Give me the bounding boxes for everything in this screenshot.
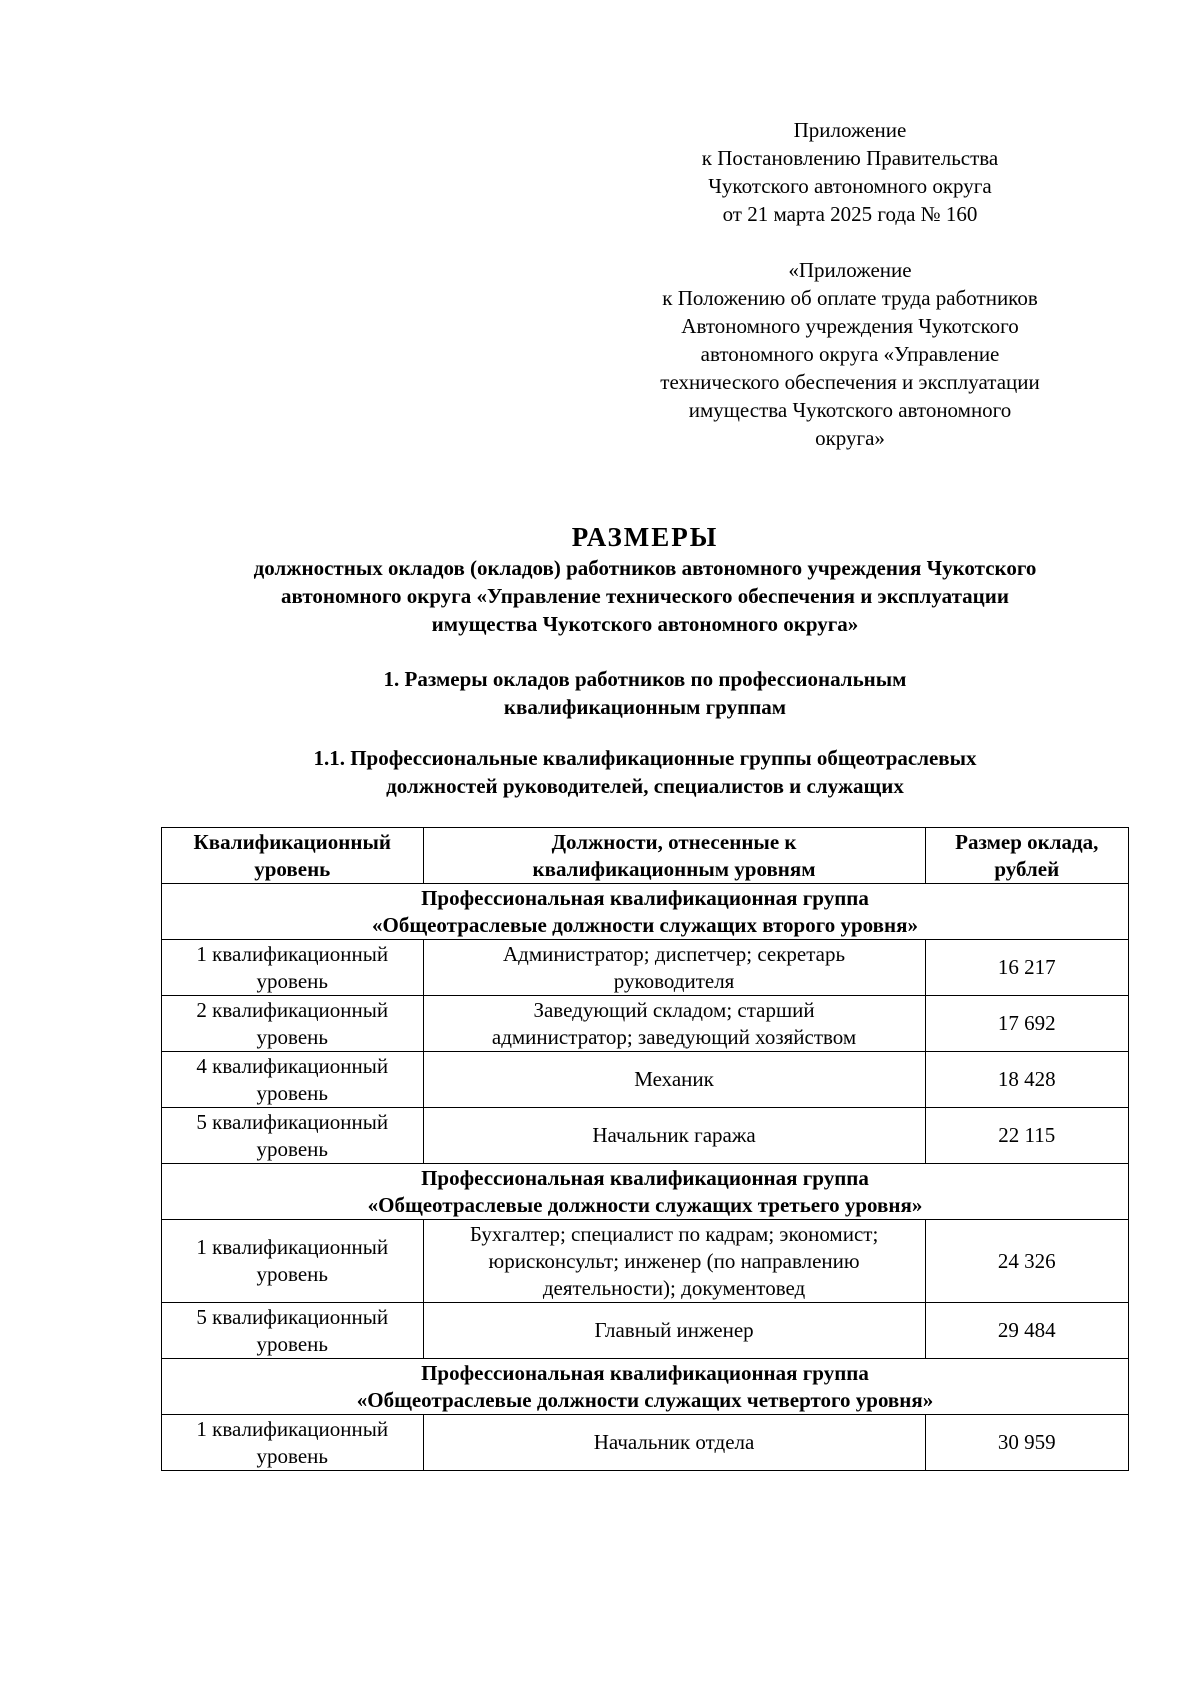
group-title: Профессиональная квалификационная группа «Общеотраслевые должности служащих третьего уровня»	[162, 1164, 1129, 1220]
document-subtitle-line: автономного округа «Управление технического обеспечения и эксплуатации	[281, 584, 1009, 608]
level-cell: 1 квалификационный уровень	[162, 1220, 424, 1303]
positions-cell: Заведующий складом; старший администратор; заведующий хозяйством	[423, 996, 925, 1052]
table-row	[162, 1415, 1129, 1471]
annex-sub-line: «Приложение	[788, 258, 912, 282]
section-1-1-line: должностей руководителей, специалистов и служащих	[386, 774, 904, 798]
positions-cell: Администратор; диспетчер; секретарь руководителя	[423, 940, 925, 996]
annex-sub-line: технического обеспечения и эксплуатации	[660, 370, 1040, 394]
salary-cell: 22 115	[925, 1108, 1128, 1164]
document-title: РАЗМЕРЫ	[571, 522, 719, 552]
positions-cell: Начальник отдела	[423, 1415, 925, 1471]
annex-sub-line: имущества Чукотского автономного	[688, 398, 1012, 422]
header-positions: Должности, отнесенные к квалификационным уровням	[423, 828, 925, 884]
section-1-line: 1. Размеры окладов работников по профессиональным	[383, 667, 907, 691]
positions-cell: Начальник гаража	[423, 1108, 925, 1164]
group-title-row	[162, 884, 1129, 940]
group-title: Профессиональная квалификационная группа «Общеотраслевые должности служащих четвертого уровня»	[162, 1359, 1129, 1415]
document-subtitle-line: должностных окладов (окладов) работников автономного учреждения Чукотского	[253, 556, 1037, 580]
annex-header-line: от 21 марта 2025 года № 160	[722, 202, 978, 226]
level-cell: 5 квалификационный уровень	[162, 1108, 424, 1164]
table-row	[162, 1220, 1129, 1303]
salary-table	[161, 827, 1129, 1471]
annex-sub-line: к Положению об оплате труда работников	[662, 286, 1038, 310]
salary-cell: 17 692	[925, 996, 1128, 1052]
table-row	[162, 1303, 1129, 1359]
section-1-1-heading	[150, 744, 1140, 800]
table-row	[162, 1108, 1129, 1164]
table-row	[162, 940, 1129, 996]
positions-cell: Главный инженер	[423, 1303, 925, 1359]
annex-header-line: Приложение	[793, 118, 907, 142]
group-title: Профессиональная квалификационная группа «Общеотраслевые должности служащих второго уровня»	[162, 884, 1129, 940]
annex-header-line: Чукотского автономного округа	[708, 174, 992, 198]
group-title-row	[162, 1164, 1129, 1220]
level-cell: 4 квалификационный уровень	[162, 1052, 424, 1108]
level-cell: 5 квалификационный уровень	[162, 1303, 424, 1359]
salary-cell: 30 959	[925, 1415, 1128, 1471]
annex-header-line: к Постановлению Правительства	[701, 146, 999, 170]
header-level: Квалификационный уровень	[162, 828, 424, 884]
table-row	[162, 996, 1129, 1052]
level-cell: 1 квалификационный уровень	[162, 1415, 424, 1471]
salary-cell: 29 484	[925, 1303, 1128, 1359]
level-cell: 1 квалификационный уровень	[162, 940, 424, 996]
salary-cell: 24 326	[925, 1220, 1128, 1303]
table-row	[162, 1052, 1129, 1108]
table-header-row	[162, 828, 1129, 884]
annex-sub-line: автономного округа «Управление	[700, 342, 1000, 366]
annex-sub-line: округа»	[815, 426, 885, 450]
header-salary: Размер оклада, рублей	[925, 828, 1128, 884]
section-1-line: квалификационным группам	[503, 695, 787, 719]
salary-cell: 18 428	[925, 1052, 1128, 1108]
annex-sub-header	[630, 256, 1070, 452]
section-1-1-line: 1.1. Профессиональные квалификационные группы общеотраслевых	[313, 746, 977, 770]
group-title-row	[162, 1359, 1129, 1415]
salary-cell: 16 217	[925, 940, 1128, 996]
annex-sub-line: Автономного учреждения Чукотского	[681, 314, 1019, 338]
positions-cell: Бухгалтер; специалист по кадрам; экономист; юрисконсульт; инженер (по направлению деятельности); документовед	[423, 1220, 925, 1303]
document-subtitle-line: имущества Чукотского автономного округа»	[431, 612, 859, 636]
section-1-heading	[150, 665, 1140, 721]
document-title-block	[150, 520, 1140, 638]
annex-header	[650, 116, 1050, 228]
level-cell: 2 квалификационный уровень	[162, 996, 424, 1052]
positions-cell: Механик	[423, 1052, 925, 1108]
